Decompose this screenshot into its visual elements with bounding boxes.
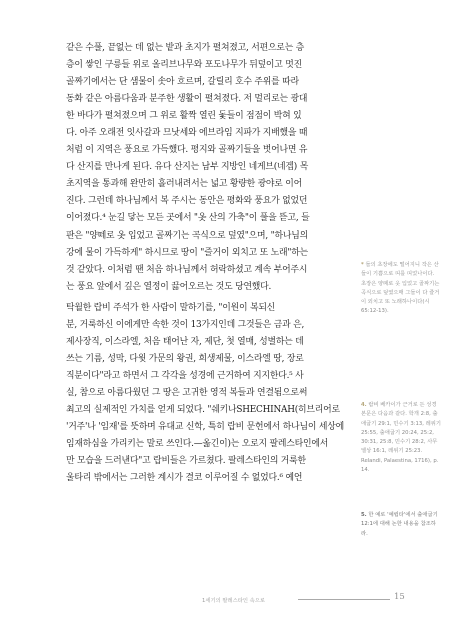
text-line: 같은 수풀, 끝없는 데 없는 밭과 초지가 펼쳐졌고, 서편으로는 층 xyxy=(66,43,305,53)
paragraph-2 xyxy=(66,300,352,488)
footnote-4 xyxy=(361,401,441,475)
text-line: 쓰는 기름, 성막, 다윗 가문의 왕권, 희생제물, 이스라엘 땅, 장로 xyxy=(66,353,304,364)
text-line: 울타리 밖에서는 그러한 계시가 결코 이루어질 수 없었다.⁶ 예언 xyxy=(66,473,303,484)
text-line: 한 바다가 펼쳐졌으며 그 위로 활짝 열린 돛들이 점점이 박혀 있 xyxy=(66,111,302,122)
text-line: 분, 거룩하신 이에게만 속한 것이 13가지인데 그것들은 금과 은, xyxy=(66,319,305,330)
footnote-marker: 4. xyxy=(361,402,367,408)
text-line: 층이 쌓인 구릉들 위로 올리브나무와 포도나무가 뒤덮이고 멋진 xyxy=(66,60,303,71)
text-line: 판은 "양떼로 옷 입었고 골짜기는 곡식으로 덮였"으며, "하나님의 xyxy=(66,230,308,241)
text-line: 최고의 실제적인 가치를 얻게 되었다. "쉐키나SHECHINAH(히브리어로 xyxy=(66,404,340,415)
footnote-text: 한 예로 '예립타'에서 출애굽기 12:1에 대해 논한 내용을 참조하라. xyxy=(361,512,438,537)
text-line: 강에 물이 가득하게" 하시므로 땅이 "즐거이 외치고 또 노래"하는 xyxy=(66,247,308,258)
page-number: 15 xyxy=(394,592,405,602)
text-line: 만 모습을 드러낸다"고 랍비들은 가르쳤다. 팔레스타인의 거룩한 xyxy=(66,456,306,467)
text-line: 처럼 이 지역은 풍요로 가득했다. 평지와 골짜기들을 벗어나면 유 xyxy=(66,145,308,156)
footnote-marker: 5. xyxy=(361,512,367,518)
text-line: 것 같았다. 이처럼 땐 처음 하나님께서 허락하셨고 계속 부어주시 xyxy=(66,264,308,275)
text-line: 다 산지를 만나게 된다. 유다 산지는 남부 지방인 네게브(네겝) 목 xyxy=(66,162,309,173)
sidenote-marker: * xyxy=(361,262,364,268)
paragraph-1 xyxy=(66,40,352,296)
running-footer-title: 1세기의 팔레스타인 속으로 xyxy=(202,598,266,604)
text-line: 임재하심을 가리키는 말로 쓰인다.—옮긴이)는 오로지 팔레스타인에서 xyxy=(66,439,329,450)
text-line: 다. 아주 오래전 잇사갈과 므낫세와 에브라임 지파가 지배했을 때 xyxy=(66,128,308,139)
sidenote-psalm-quote xyxy=(361,261,441,317)
text-line: 실, 참으로 아름다웠던 그 땅은 고귀한 영적 복들과 연결됨으로써 xyxy=(66,387,308,398)
text-line: 동화 같은 아름다움과 분주한 생활이 펼쳐졌다. 저 멀리로는 광대 xyxy=(66,94,308,105)
text-line: 초지역을 통과해 완만히 흘러내려서는 넓고 황량한 광야로 이어 xyxy=(66,179,303,190)
text-line: '거주'나 '임재'를 뜻하며 유대교 신학, 특히 랍비 문헌에서 하나님이 세상에 xyxy=(66,422,344,433)
footnote-text: 랍비 베카이가 근거로 든 성경 본문은 다음과 같다. 학개 2:8, 출애굽기 29:1, 민수기 3:13, 레위기 25:55, 출애굽기 20:24, 25:2, 30:31, 25:8, 민수기 28:2, 사무엘상 16:1, 레위기 25:23. Relandi, Palaestina, 1716), p. 14. xyxy=(361,402,441,474)
text-line: 는 풍요 앞에서 깊은 열정이 끓어오르는 것도 당연했다. xyxy=(66,281,272,292)
text-line: 골짜기에서는 단 샘물이 솟아 흐르며, 갈릴리 호수 주위를 따라 xyxy=(66,77,299,88)
text-line: 직분이다"라고 하면서 그 각각을 성경에 근거하여 지지한다.⁵ 사 xyxy=(66,370,304,381)
sidenote-text: 들의 초장에도 떨어지니 작은 산들이 기쁨으로 띠를 띠었나이다. 초장은 양떼로 옷 입었고 골짜기는 곡식으로 덮였으매 그들이 다 즐거이 외치고 또 노래하나이다(시 65:12-13). xyxy=(361,262,440,315)
text-line: 제사장직, 이스라엘, 처음 태어난 자, 제단, 첫 열매, 성별하는 데 xyxy=(66,336,304,347)
text-line: 진다. 그런데 하나님께서 복 주시는 동안은 평화와 풍요가 없었던 xyxy=(66,196,308,207)
text-line: 이어졌다.⁴ 눈길 닿는 모든 곳에서 "옷 산의 가축"이 풀을 뜯고, 들 xyxy=(66,213,310,224)
footnote-5 xyxy=(361,511,441,539)
text-line: 탁월한 랍비 주석가 한 사람이 말하기를, "이원이 복되신 xyxy=(66,302,276,313)
main-text-column xyxy=(66,40,352,487)
footer-rule xyxy=(298,599,390,600)
